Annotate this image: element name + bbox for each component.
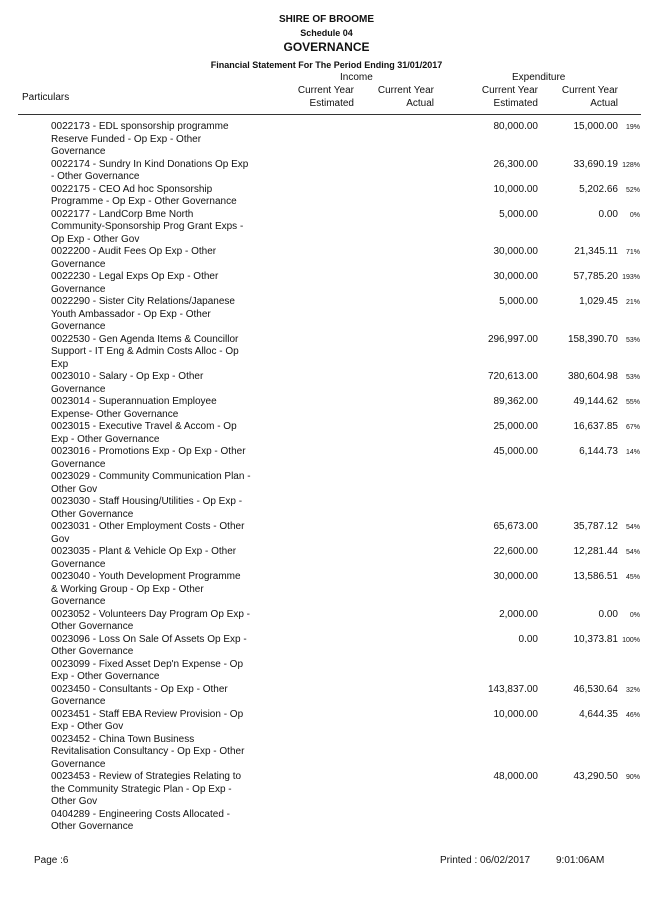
row-description: 0023016 - Promotions Exp - Op Exp - Other Governance (51, 446, 246, 470)
row-expenditure-actual: 43,290.50 (573, 771, 618, 782)
row-percent-used: 32% (625, 686, 640, 694)
row-percent-used: 90% (625, 774, 640, 781)
row-expenditure-actual: 0.00 (598, 208, 618, 220)
row-expenditure-estimated: 5,000.00 (499, 208, 538, 220)
row-expenditure-estimated: 5,000.00 (499, 296, 538, 307)
row-description: 0022530 - Gen Agenda Items & Councillor Support - IT Eng & Admin Costs Alloc - Op Exp (51, 333, 239, 370)
row-expenditure-estimated: 48,000.00 (493, 771, 538, 782)
row-description: 0023031 - Other Employment Costs - Other Gov (51, 521, 245, 545)
row-expenditure-actual: 49,144.62 (573, 396, 618, 407)
row-percent-used: 54% (625, 549, 640, 556)
row-expenditure-estimated: 10,000.00 (493, 183, 538, 195)
row-percent-used: 21% (625, 299, 640, 306)
row-expenditure-actual: 380,604.98 (567, 371, 618, 382)
row-description: 0023040 - Youth Development Programme & Working Group - Op Exp - Other Governance (51, 571, 241, 607)
row-percent-used: 193% (622, 274, 640, 281)
expenditure-actual-heading-line1: Current Year (561, 85, 618, 96)
row-expenditure-estimated: 25,000.00 (493, 421, 538, 432)
row-description: 0023014 - Superannuation Employee Expense- Other Governance (51, 396, 217, 420)
row-percent-used: 45% (625, 574, 640, 581)
row-expenditure-estimated: 10,000.00 (493, 708, 538, 720)
row-description: 0023029 - Community Communication Plan - Other Gov (51, 471, 251, 495)
row-description: 0023035 - Plant & Vehicle Op Exp - Other Governance (51, 546, 237, 570)
row-description: 0023099 - Fixed Asset Dep'n Expense - Op Exp - Other Governance (51, 658, 244, 682)
row-percent-used: 14% (625, 449, 640, 456)
row-description: 0022177 - LandCorp Bme North Community-Sponsorship Prog Grant Exps - Op Exp - Other Gov (51, 208, 244, 245)
row-percent-used: 52% (625, 186, 640, 194)
row-expenditure-actual: 5,202.66 (579, 183, 618, 195)
row-description: 0022290 - Sister City Relations/Japanese Youth Ambassador - Op Exp - Other Governance (51, 296, 235, 332)
row-expenditure-actual: 6,144.73 (579, 446, 618, 457)
expenditure-actual-heading-line2: Actual (590, 98, 618, 109)
schedule-number: Schedule 04 (300, 28, 353, 38)
row-expenditure-actual: 35,787.12 (573, 521, 618, 532)
row-description: 0022200 - Audit Fees Op Exp - Other Governance (51, 246, 217, 270)
row-expenditure-estimated: 296,997.00 (487, 333, 538, 345)
row-expenditure-actual: 57,785.20 (573, 271, 618, 282)
row-percent-used: 55% (625, 399, 640, 406)
row-expenditure-actual: 0.00 (598, 608, 618, 620)
row-percent-used: 0% (629, 211, 640, 219)
organisation-name: SHIRE OF BROOME (278, 14, 374, 25)
page-title: GOVERNANCE (283, 40, 370, 54)
row-description: 0022174 - Sundry In Kind Donations Op Exp - Other Governance (51, 158, 249, 182)
page-number: Page :6 (34, 855, 69, 866)
income-estimated-heading-line2: Estimated (309, 98, 354, 109)
row-expenditure-actual: 12,281.44 (573, 546, 618, 557)
row-expenditure-estimated: 30,000.00 (493, 271, 538, 282)
row-expenditure-actual: 1,029.45 (579, 296, 618, 307)
row-expenditure-actual: 13,586.51 (573, 571, 618, 582)
row-percent-used: 0% (629, 611, 640, 619)
row-expenditure-actual: 33,690.19 (573, 158, 618, 170)
statement-subtitle: Financial Statement For The Period Ending 31/01/2017 (210, 60, 443, 70)
row-percent-used: 128% (622, 161, 640, 169)
row-expenditure-estimated: 143,837.00 (487, 683, 538, 695)
row-description: 0022173 - EDL sponsorship programme Reserve Funded - Op Exp - Other Governance (51, 121, 229, 157)
income-estimated-heading-line1: Current Year (297, 85, 354, 96)
row-expenditure-actual: 158,390.70 (567, 333, 618, 345)
printed-date: Printed : 06/02/2017 (440, 855, 531, 866)
row-expenditure-estimated: 26,300.00 (493, 158, 538, 170)
row-expenditure-estimated: 65,673.00 (493, 521, 538, 532)
row-percent-used: 53% (625, 374, 640, 381)
row-expenditure-estimated: 22,600.00 (493, 546, 538, 557)
expenditure-estimated-heading-line1: Current Year (481, 85, 538, 96)
row-description: 0023096 - Loss On Sale Of Assets Op Exp - Other Governance (51, 633, 247, 657)
row-expenditure-estimated: 30,000.00 (493, 571, 538, 582)
row-expenditure-estimated: 89,362.00 (493, 396, 538, 407)
row-expenditure-actual: 16,637.85 (573, 421, 618, 432)
row-expenditure-estimated: 45,000.00 (493, 446, 538, 457)
row-expenditure-actual: 15,000.00 (573, 121, 618, 132)
income-group-heading: Income (340, 72, 373, 83)
row-description: 0023030 - Staff Housing/Utilities - Op Exp - Other Governance (51, 496, 243, 520)
row-description: 0023451 - Staff EBA Review Provision - Op Exp - Other Gov (51, 708, 244, 732)
row-description: 0023052 - Volunteers Day Program Op Exp - Other Governance (51, 608, 250, 632)
particulars-heading: Particulars (22, 92, 70, 103)
row-percent-used: 19% (625, 124, 640, 131)
row-description: 0022175 - CEO Ad hoc Sponsorship Programme - Op Exp - Other Governance (51, 183, 237, 207)
expenditure-group-heading: Expenditure (512, 72, 566, 83)
row-expenditure-estimated: 80,000.00 (493, 121, 538, 132)
printed-time: 9:01:06AM (556, 855, 605, 866)
expenditure-estimated-heading-line2: Estimated (493, 98, 538, 109)
income-actual-heading-line2: Actual (406, 98, 434, 109)
row-percent-used: 67% (625, 424, 640, 431)
row-percent-used: 71% (625, 249, 640, 256)
row-description: 0023450 - Consultants - Op Exp - Other Governance (51, 683, 228, 707)
row-expenditure-actual: 21,345.11 (574, 246, 618, 257)
row-expenditure-actual: 46,530.64 (573, 683, 618, 695)
row-percent-used: 100% (622, 636, 640, 644)
row-description: 0023453 - Review of Strategies Relating to the Community Strategic Plan - Op Exp - Other Gov (51, 771, 242, 807)
row-expenditure-actual: 4,644.35 (579, 708, 618, 720)
row-description: 0404289 - Engineering Costs Allocated - Other Governance (51, 808, 231, 832)
header-rule (18, 114, 641, 115)
row-expenditure-estimated: 2,000.00 (499, 608, 538, 620)
income-actual-heading-line1: Current Year (377, 85, 434, 96)
row-expenditure-actual: 10,373.81 (573, 633, 618, 645)
row-percent-used: 46% (625, 711, 640, 719)
row-expenditure-estimated: 0.00 (518, 633, 538, 645)
row-description: 0022230 - Legal Exps Op Exp - Other Governance (51, 271, 219, 295)
row-expenditure-estimated: 30,000.00 (493, 246, 538, 257)
row-description: 0023015 - Executive Travel & Accom - Op Exp - Other Governance (51, 421, 237, 445)
row-description: 0023452 - China Town Business Revitalisation Consultancy - Op Exp - Other Governance (51, 733, 245, 770)
row-description: 0023010 - Salary - Op Exp - Other Governance (51, 371, 204, 395)
row-expenditure-estimated: 720,613.00 (487, 371, 538, 382)
row-percent-used: 54% (625, 524, 640, 531)
row-percent-used: 53% (625, 336, 640, 344)
